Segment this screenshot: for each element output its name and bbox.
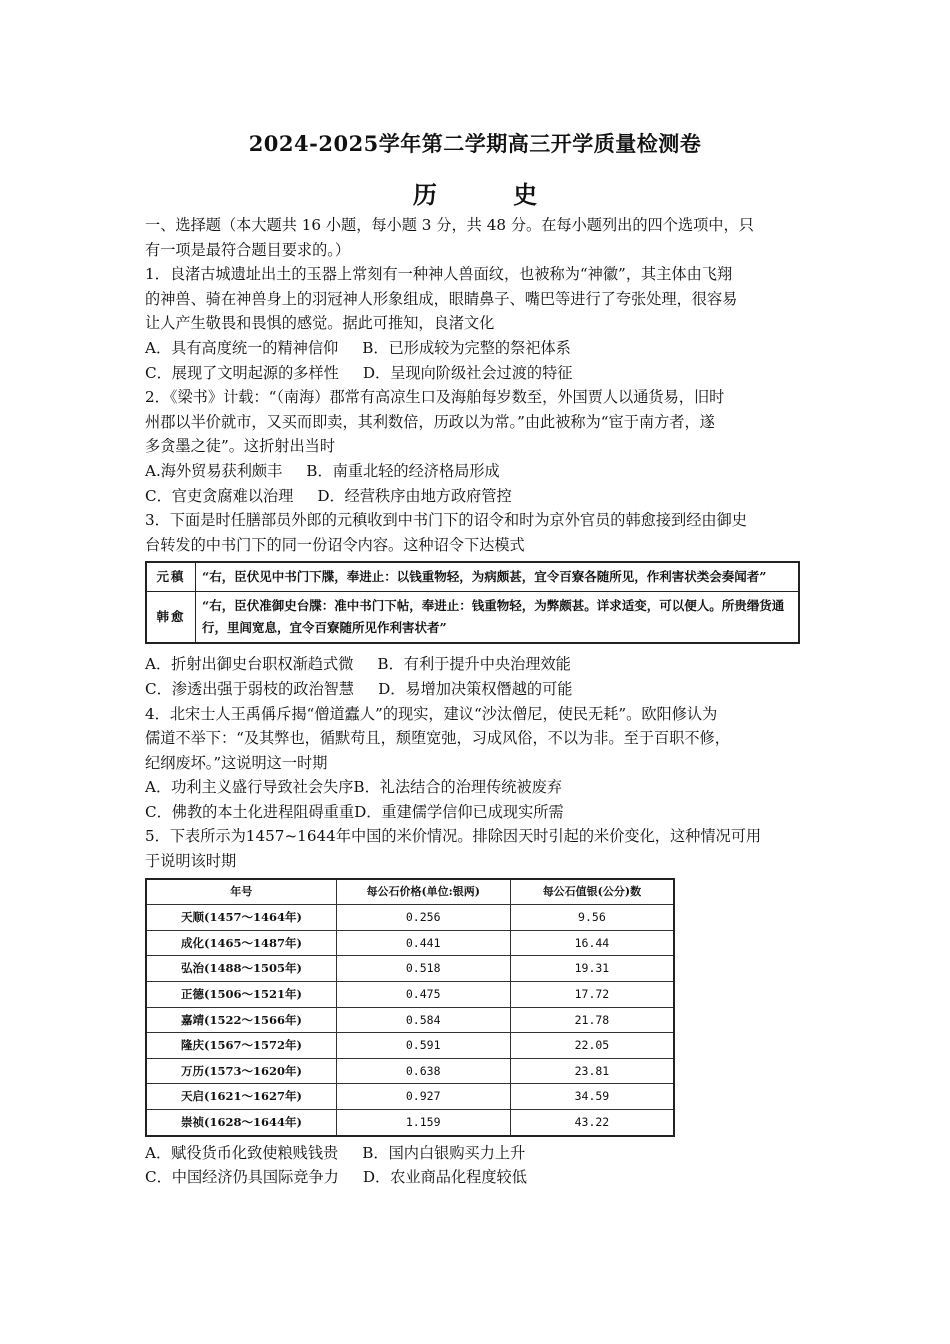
- option-c: C．展现了文明起源的多样性: [145, 363, 339, 382]
- price-cell: 0.256: [336, 905, 510, 931]
- option-c: C．渗透出强于弱枝的政治智慧: [145, 679, 355, 698]
- question-1: [145, 262, 810, 385]
- silver-cell: 19.31: [510, 956, 674, 982]
- option-b: B．已形成较为完整的祭祀体系: [362, 338, 571, 357]
- price-cell: 0.518: [336, 956, 510, 982]
- question-text: 让人产生敬畏和畏惧的感觉。据此可推知，良渚文化: [145, 314, 495, 333]
- era-cell: 正德(1506～1521年): [146, 982, 336, 1008]
- row-header: 元稹: [146, 562, 196, 592]
- question-text: 2．《梁书》计载：“（南海）郡常有高凉生口及海舶每岁数至，外国贾人以通货易，旧时: [145, 388, 725, 407]
- option-d: D．经营秩序由地方政府管控: [317, 486, 512, 505]
- question-text: 的神兽、骑在神兽身上的羽冠神人形象组成，眼睛鼻子、嘴巴等进行了夸张处理，很容易: [145, 289, 738, 308]
- option-c: C．中国经济仍具国际竞争力: [145, 1168, 339, 1187]
- table-header-row: [146, 879, 674, 905]
- table-row: [146, 982, 674, 1008]
- question-text: 儒道不举下：“及其弊也，循默苟且，颓堕宽弛，习成风俗，不以为非。至于百职不修，: [145, 729, 730, 748]
- option-b: B．南重北轻的经济格局形成: [306, 461, 500, 480]
- table-row: [146, 592, 799, 644]
- table-row: [146, 930, 674, 956]
- table-row: [146, 1058, 674, 1084]
- question-text: 州郡以半价就市，又买而即卖，其利数倍，历政以为常。”由此被称为“宦于南方者，遂: [145, 412, 715, 431]
- question-text: 5．下表所示为1457~1644年中国的米价情况。排除因天时引起的米价变化，这种情况可用: [145, 827, 762, 846]
- option-b: B．礼法结合的治理传统被废弃: [353, 778, 563, 797]
- price-cell: 0.584: [336, 1007, 510, 1033]
- era-cell: 隆庆(1567～1572年): [146, 1033, 336, 1059]
- section-instructions: 一、选择题（本大题共 16 小题，每小题 3 分，共 48 分。在每小题列出的四个选项中，只: [145, 216, 754, 234]
- era-cell: 嘉靖(1522～1566年): [146, 1007, 336, 1033]
- table-row: [146, 1110, 674, 1136]
- option-c: C．佛教的本土化进程阻碍重重: [145, 802, 355, 821]
- section-instructions-cont: 有一项是最符合题目要求的。）: [145, 240, 351, 259]
- table-row: [146, 905, 674, 931]
- option-d: D．农业商品化程度较低: [362, 1168, 527, 1187]
- question-4: [145, 702, 810, 825]
- table-row: [146, 956, 674, 982]
- silver-cell: 23.81: [510, 1058, 674, 1084]
- era-cell: 天启(1621～1627年): [146, 1084, 336, 1110]
- column-header: 年号: [146, 879, 336, 905]
- price-cell: 0.927: [336, 1084, 510, 1110]
- question-5: [145, 824, 810, 1189]
- question-text: 1．良渚古城遗址出土的玉器上常刻有一种神人兽面纹，也被称为“神徽”，其主体由飞翔: [145, 265, 733, 284]
- option-b: B．有利于提升中央治理效能: [377, 655, 571, 674]
- price-cell: 0.638: [336, 1058, 510, 1084]
- table-body: [146, 905, 674, 1136]
- price-cell: 0.475: [336, 982, 510, 1008]
- era-cell: 成化(1465～1487年): [146, 930, 336, 956]
- option-a: A．赋役货币化致使粮贱钱贵: [145, 1143, 339, 1162]
- table-row: [146, 562, 799, 592]
- table-row: [146, 1033, 674, 1059]
- subject-title: 历 史: [412, 180, 572, 209]
- rice-price-table: [145, 878, 675, 1137]
- silver-cell: 22.05: [510, 1033, 674, 1059]
- silver-cell: 21.78: [510, 1007, 674, 1033]
- question-text: 3．下面是时任膳部员外郎的元稹收到中书门下的诏令和时为京外官员的韩愈接到经由御史: [145, 511, 747, 530]
- era-cell: 万历(1573～1620年): [146, 1058, 336, 1084]
- price-cell: 0.441: [336, 930, 510, 956]
- exam-title: 2024-2025学年第二学期高三开学质量检测卷: [248, 131, 702, 156]
- option-d: D．易增加决策权僭越的可能: [378, 679, 573, 698]
- option-a: A.海外贸易获利颇丰: [145, 461, 283, 480]
- silver-cell: 17.72: [510, 982, 674, 1008]
- table-cell: “右，臣伏见中书门下牒，奉进止：以钱重物轻，为病颇甚，宜令百寮各随所见，作利害状类会奏闻者”: [196, 562, 800, 592]
- silver-cell: 16.44: [510, 930, 674, 956]
- row-header: 韩愈: [146, 592, 196, 644]
- price-cell: 0.591: [336, 1033, 510, 1059]
- column-header: 每公石价格(单位:银两): [336, 879, 510, 905]
- price-cell: 1.159: [336, 1110, 510, 1136]
- era-cell: 天顺(1457～1464年): [146, 905, 336, 931]
- table-cell: “右，臣伏准御史台牒：准中书门下帖，奉进止：钱重物轻，为弊颇甚。详求适变，可以便人。所贵缗货通行，里闾宽息，宜令百寮随所见作利害状者”: [196, 592, 800, 644]
- question-text: 纪纲废坏。”这说明这一时期: [145, 753, 328, 772]
- question-text: 台转发的中书门下的同一份诏令内容。这种诏令下达模式: [145, 535, 525, 554]
- option-a: A．功利主义盛行导致社会失序: [145, 778, 354, 797]
- option-d: D．重建儒学信仰已成现实所需: [354, 802, 564, 821]
- edict-comparison-table: [145, 561, 800, 644]
- option-a: A．具有高度统一的精神信仰: [145, 338, 339, 357]
- question-2: [145, 385, 810, 508]
- table-row: [146, 1007, 674, 1033]
- silver-cell: 9.56: [510, 905, 674, 931]
- column-header: 每公石值银(公分)数: [510, 879, 674, 905]
- exam-body: [145, 213, 810, 1190]
- question-text: 于说明该时期: [145, 852, 237, 871]
- question-3: [145, 508, 810, 701]
- question-text: 4．北宋士人王禹偁斥揭“僧道蠹人”的现实，建议“沙汰僧尼，使民无耗”。欧阳修认为: [145, 704, 718, 723]
- option-d: D．呈现向阶级社会过渡的特征: [362, 363, 573, 382]
- table-row: [146, 1084, 674, 1110]
- era-cell: 崇祯(1628～1644年): [146, 1110, 336, 1136]
- silver-cell: 34.59: [510, 1084, 674, 1110]
- era-cell: 弘治(1488～1505年): [146, 956, 336, 982]
- question-text: 多贪墨之徒”。这折射出当时: [145, 437, 336, 456]
- silver-cell: 43.22: [510, 1110, 674, 1136]
- option-a: A．折射出御史台职权渐趋式微: [145, 655, 354, 674]
- option-c: C．官吏贪腐难以治理: [145, 486, 294, 505]
- option-b: B．国内白银购买力上升: [362, 1143, 526, 1162]
